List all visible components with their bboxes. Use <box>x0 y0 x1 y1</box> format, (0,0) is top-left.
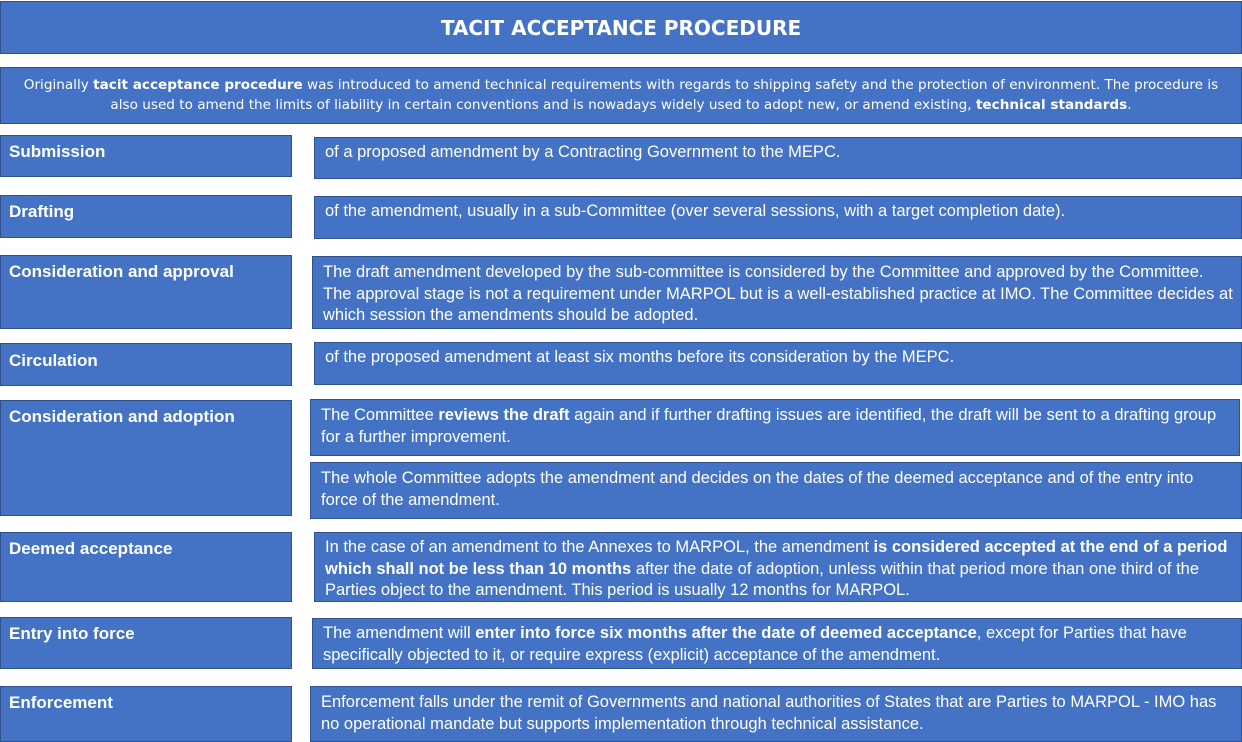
step-label-entry-into-force <box>0 617 292 669</box>
intro-text: was introduced to amend technical requirements with regards to shipping safety and the protection of environment. The procedure is also used to amend the limits of liability in certain conventions and is nowadays widely used to adopt new, or amend existing, <box>110 77 1219 113</box>
step-desc-text: The amendment will <box>323 624 476 642</box>
intro-text: Originally <box>23 77 94 93</box>
step-desc-text: of the amendment, usually in a sub-Committee (over several sessions, with a target completion date). <box>325 202 1066 220</box>
step-desc-text: The Committee <box>321 406 439 424</box>
step-label-circulation <box>0 343 292 386</box>
step-desc-bold: reviews the draft <box>438 406 570 424</box>
step-label-text: Consideration and adoption <box>9 407 235 426</box>
step-desc-text: again and if further drafting issues are identified, the draft will be sent to a drafting group for a further improvement. <box>321 406 1217 446</box>
step-desc-circulation <box>314 342 1242 385</box>
step-desc-consideration-adoption-adopt <box>310 462 1242 519</box>
step-desc-bold: enter into force six months after the date of deemed acceptance <box>475 624 977 642</box>
diagram-title-text: TACIT ACCEPTANCE PROCEDURE <box>440 15 802 40</box>
step-desc-deemed-acceptance <box>314 532 1242 602</box>
step-desc-consideration-approval <box>312 256 1242 329</box>
intro-box <box>0 67 1242 124</box>
step-desc-submission <box>314 137 1242 179</box>
step-label-consideration-adoption <box>0 400 292 516</box>
intro-bold: tacit acceptance procedure <box>93 77 303 93</box>
step-label-enforcement <box>0 686 292 742</box>
step-desc-text: The draft amendment developed by the sub-committee is considered by the Committee and approved by the Committee. The approval stage is not a requirement under MARPOL but is a well-established practice at IMO. The Committee decides at which session the amendments should be adopted. <box>323 263 1233 324</box>
step-desc-consideration-adoption-review <box>310 399 1240 456</box>
step-label-text: Circulation <box>9 351 98 370</box>
diagram-title <box>0 1 1242 54</box>
step-desc-entry-into-force <box>312 618 1242 669</box>
step-label-drafting <box>0 195 292 238</box>
step-label-text: Entry into force <box>9 624 135 643</box>
step-desc-text: after the date of adoption, unless within that period more than one third of the Parties object to the amendment. This period is usually 12 months for MARPOL. <box>325 559 1200 599</box>
step-desc-drafting <box>314 196 1242 239</box>
step-desc-text: Enforcement falls under the remit of Governments and national authorities of States that are Parties to MARPOL - IMO has no operational mandate but supports implementation through technical assistance. <box>321 693 1217 733</box>
step-desc-enforcement <box>310 686 1242 742</box>
step-desc-text: of the proposed amendment at least six months before its consideration by the MEPC. <box>325 348 955 366</box>
step-label-text: Deemed acceptance <box>9 539 173 558</box>
step-label-consideration-approval <box>0 255 292 329</box>
step-label-deemed-acceptance <box>0 532 292 602</box>
step-desc-text: of a proposed amendment by a Contracting Government to the MEPC. <box>325 143 841 161</box>
intro-text: . <box>1127 97 1132 113</box>
step-label-text: Submission <box>9 142 106 161</box>
step-label-text: Drafting <box>9 202 75 221</box>
step-desc-bold: is considered accepted at the end of a period which shall not be less than 10 months <box>325 538 1228 578</box>
step-desc-text: In the case of an amendment to the Annexes to MARPOL, the amendment <box>325 538 874 556</box>
intro-bold: technical standards <box>975 97 1128 113</box>
step-desc-text: , except for Parties that have specifically objected to it, or require express (explicit) acceptance of the amendment. <box>323 624 1187 664</box>
step-desc-text: The whole Committee adopts the amendment and decides on the dates of the deemed acceptance and of the entry into force of the amendment. <box>321 469 1194 509</box>
step-label-text: Enforcement <box>9 693 113 712</box>
step-label-text: Consideration and approval <box>9 262 234 281</box>
step-label-submission <box>0 135 292 177</box>
